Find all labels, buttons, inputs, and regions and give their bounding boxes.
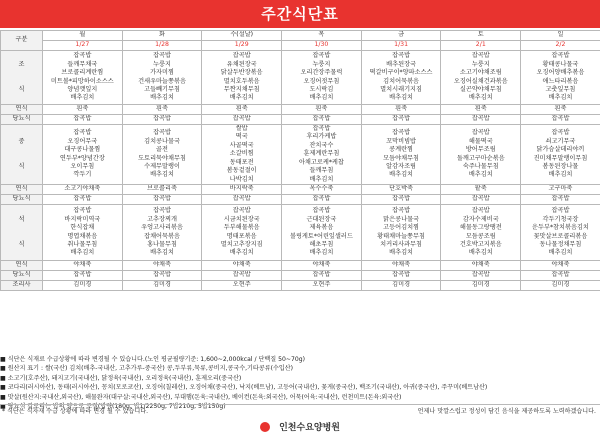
menu-item: 방어무조림 <box>465 146 496 154</box>
menu-item: 소갈비찜 <box>229 150 254 158</box>
menu-item: 닭가슴살데리야끼 <box>536 146 585 154</box>
breakfast-cell <box>122 51 202 105</box>
menu-item: 고등어김치찜 <box>383 224 420 232</box>
breakfast-cell <box>43 51 123 105</box>
day-header: 토 <box>441 31 521 41</box>
menu-item: 황태콩나물국 <box>542 60 579 68</box>
diabetic-cell: 잡곡밥 <box>361 271 441 281</box>
lunch-cell <box>361 125 441 185</box>
diabetic-cell: 잡곡밥 <box>521 195 600 205</box>
date-cell: 1/27 <box>43 41 123 51</box>
lunch-cell <box>202 125 282 185</box>
soft-diet-cell: 흰죽 <box>202 105 282 115</box>
menu-item: 잡곡밥 <box>312 125 331 133</box>
menu-item: 배추김치 <box>548 171 573 179</box>
note-line: ■ 맛살(원산지:국내산,외국산), 해물완자(대구살:국내산,외국산), 부대햄(돈육:국내산), 베이컨(돈육:외국산), 어묵(어육:국내산), 런천미트(돈육:외국산) <box>0 393 402 401</box>
menu-item: 후리가케밥 <box>306 133 337 141</box>
diabetic-label: 당뇨식 <box>1 115 43 125</box>
diabetic-cell: 잡곡밥 <box>202 271 282 281</box>
lunch-cell <box>521 125 600 185</box>
breakfast-cell <box>521 51 600 105</box>
cook-cell: 김미경 <box>521 281 600 291</box>
menu-item: 배추김치 <box>548 94 573 102</box>
diabetic-cell: 잡곡밥 <box>361 115 441 125</box>
menu-item: 진미채무말랭이무침 <box>533 154 588 162</box>
date-cell: 1/29 <box>202 41 282 51</box>
menu-item: 배추김치 <box>389 171 414 179</box>
breakfast-cell <box>441 51 521 105</box>
diabetic-label: 당뇨식 <box>1 195 43 205</box>
menu-item: 감자수제비국 <box>462 215 499 223</box>
greeting-text: 언제나 맛깔스럽고 정성이 담긴 음식을 제공하도록 노력하겠습니다. <box>417 408 596 415</box>
cook-cell: 오현주 <box>202 281 282 291</box>
menu-item: 누룽지 <box>471 60 490 68</box>
menu-item: 도토리묵야채무침 <box>138 154 186 162</box>
note-line: ■ 원산지 표기 : 쌀(국산) 김치(배추-국내산, 고추가루-중국산) 콩,두부류,묵류,콩비지,콩국수,기타콩류(수입산) <box>0 365 294 373</box>
menu-item: 배추김치 <box>150 171 174 179</box>
menu-item: 해물떡국 <box>468 137 493 145</box>
menu-item: 배추김치 <box>309 249 334 257</box>
lunch-cell <box>43 125 123 185</box>
menu-item: 우엉고사리볶음 <box>141 224 183 232</box>
date-cell: 1/31 <box>361 41 441 51</box>
bottom-line <box>0 404 600 414</box>
menu-item: 배추김치 <box>309 175 334 183</box>
soft-diet-label: 연식 <box>1 105 43 115</box>
lunch-label-char: 중 <box>18 138 25 146</box>
menu-item: 멸치호두볶음 <box>223 77 260 85</box>
menu-item: 오징어무국 <box>67 137 98 145</box>
soft-diet-cell: 흰죽 <box>361 105 441 115</box>
dinner-cell <box>122 205 202 261</box>
menu-item: 오리간장주물럭 <box>300 69 343 77</box>
diabetic-cell: 잡곡밥 <box>282 115 362 125</box>
menu-item: 김치어묵볶음 <box>383 77 420 85</box>
diabetic-cell: 잡곡밥 <box>202 195 282 205</box>
soft-diet-cell: 단호박죽 <box>361 185 441 195</box>
menu-item: 잡곡밥 <box>471 207 490 215</box>
cook-cell: 김미경 <box>361 281 441 291</box>
menu-item: 배추김치 <box>548 249 573 257</box>
soft-diet-cell: 옥수수죽 <box>282 185 362 195</box>
day-header: 일 <box>521 31 600 41</box>
menu-item: 떡갈비구이*양파소스스 <box>369 69 433 77</box>
menu-item: 잡채어묵볶음 <box>144 232 180 240</box>
menu-item: 미트볼*피망하이소스스 <box>50 77 114 85</box>
diabetic-cell: 잡곡밥 <box>282 271 362 281</box>
menu-item: 양념깻잎지 <box>67 85 98 93</box>
diabetic-cell: 잡곡밥 <box>521 271 600 281</box>
dinner-cell <box>43 205 123 261</box>
dinner-cell <box>521 205 600 261</box>
breakfast-label-char: 식 <box>18 85 25 93</box>
date-cell: 1/28 <box>122 41 202 51</box>
menu-item: 배추김치 <box>150 94 174 102</box>
menu-item: 동나물정채무침 <box>539 240 582 248</box>
menu-item: 배추된장국 <box>386 60 417 68</box>
dinner-cell <box>441 205 521 261</box>
dinner-label <box>1 205 43 261</box>
soft-diet-cell: 소고기야채죽 <box>43 185 123 195</box>
soft-diet-cell: 흰죽 <box>122 105 202 115</box>
menu-item: 모듬야채무침 <box>383 154 420 162</box>
cook-label: 조리사 <box>1 281 43 291</box>
menu-item: 깍두기 <box>73 171 92 179</box>
menu-item: 배추김치 <box>389 94 414 102</box>
diabetic-label: 당뇨식 <box>1 271 43 281</box>
diabetic-cell: 잡곡밥 <box>43 271 123 281</box>
menu-item: 잡곡밥 <box>232 52 251 60</box>
note-line: ■ 코다리(러시아산), 동태(러시아산), 꽁치(모로코산), 오징어(칠레산), 오징어채(중국산), 낙지(베트남), 고등어(국내산), 꽃게(중국산), 백조기(국내산), 아귀(중국산), 주꾸미(베트남산) <box>0 384 488 392</box>
menu-item: 멸치시래기지짐 <box>380 85 423 93</box>
cook-cell: 김미경 <box>122 281 202 291</box>
note-line: ■ 소고기(호주산), 돼지고기(국내산), 닭정육(국내산), 오리정육(국내산), 훈제오리(중국산) <box>0 374 242 382</box>
soft-diet-cell: 브로콜리죽 <box>122 185 202 195</box>
menu-item: 시금치된장국 <box>223 215 260 223</box>
menu-item: 잡곡밥 <box>551 207 570 215</box>
menu-item: 배추김치 <box>70 94 95 102</box>
soft-diet-cell: 야채죽 <box>521 261 600 271</box>
menu-item: 고춧잎무침 <box>545 85 576 93</box>
menu-item: 나박김치 <box>229 175 254 183</box>
soft-diet-cell: 흰죽 <box>441 105 521 115</box>
breakfast-label <box>1 51 43 105</box>
menu-item: 애느타리볶음 <box>542 77 579 85</box>
dinner-cell <box>361 205 441 261</box>
menu-item: 잡곡밥 <box>73 129 92 137</box>
dinner-label-char: 식 <box>18 240 25 248</box>
menu-item: 황태채마늘쫑무침 <box>377 232 425 240</box>
cook-cell: 오현주 <box>282 281 362 291</box>
weekly-menu-table <box>0 30 600 291</box>
menu-item: 배추김치 <box>70 249 95 257</box>
menu-item: 건호박고지볶음 <box>459 240 502 248</box>
diabetic-cell: 잡곡밥 <box>202 115 282 125</box>
lunch-label <box>1 125 43 185</box>
soft-diet-cell: 바지락죽 <box>202 185 282 195</box>
soft-diet-label: 연식 <box>1 185 43 195</box>
soft-diet-cell: 야채죽 <box>122 261 202 271</box>
menu-item: 훈제계란무침 <box>303 150 340 158</box>
menu-item: 오징어양배추볶음 <box>536 69 585 77</box>
diabetic-cell: 잡곡밥 <box>282 195 362 205</box>
menu-item: 아채고로케*케찹 <box>298 158 344 166</box>
menu-item: 잡곡밥 <box>392 129 411 137</box>
menu-item: 한식잡채 <box>70 224 95 232</box>
diabetic-cell: 잡곡밥 <box>122 195 202 205</box>
footer <box>0 416 600 434</box>
soft-diet-cell: 흰죽 <box>43 105 123 115</box>
menu-item: 잡곡밥 <box>551 52 570 60</box>
note-line: ■ 당뇨식 칼로리는 밥의 양으로 조절(밥량(180g, 밥1/2250g, 7밥210g, 5밥150g) <box>0 403 226 411</box>
menu-item: 볼링게토*어린잎샐러드 <box>289 232 353 240</box>
menu-item: 배추김치 <box>468 94 493 102</box>
lunch-cell <box>122 125 202 185</box>
diabetic-cell: 잡곡밥 <box>441 271 521 281</box>
diabetic-cell: 잡곡밥 <box>122 271 202 281</box>
menu-item: 김치콩나물국 <box>144 137 180 145</box>
menu-item: 가자미찜 <box>150 69 174 77</box>
menu-item: 맑은콩나물국 <box>383 215 420 223</box>
menu-item: 콩계란찜 <box>389 146 414 154</box>
soft-diet-cell: 흰죽 <box>282 105 362 115</box>
menu-item: 오징어젓무침 <box>303 77 340 85</box>
menu-item: 잡곡밥 <box>73 52 92 60</box>
menu-item: 잡곡밥 <box>471 129 490 137</box>
hospital-logo-icon <box>260 422 270 432</box>
menu-item: 누룽지 <box>153 60 171 68</box>
menu-item: 해초무침 <box>309 240 334 248</box>
menu-item: 홍나물무침 <box>147 240 177 248</box>
menu-item: 실곤약야채무침 <box>459 85 502 93</box>
soft-diet-cell: 팥죽 <box>441 185 521 195</box>
menu-item: 잡곡밥 <box>392 52 411 60</box>
menu-change-notice: * 식단은 식자재 수급 상황에 따라 변경 될 수 있습니다. <box>2 408 149 415</box>
menu-item: 잡곡밥 <box>392 207 411 215</box>
menu-item: 소고기야채조림 <box>459 69 502 77</box>
soft-diet-cell: 야채죽 <box>202 261 282 271</box>
menu-item: 돌깨고구마순볶음 <box>456 154 505 162</box>
diabetic-cell: 잡곡밥 <box>521 115 600 125</box>
menu-item: 배추김치 <box>229 249 254 257</box>
menu-item: 떡국 <box>235 133 248 141</box>
menu-item: 대구콩나물찜 <box>64 146 101 154</box>
menu-item: 치커리사과무침 <box>380 240 423 248</box>
day-header: 수(설날) <box>202 31 282 41</box>
menu-item: 쌀밥 <box>235 125 248 133</box>
menu-item: 유채된장국 <box>226 60 257 68</box>
menu-item: 꼬막비빔밥 <box>386 137 417 145</box>
soft-diet-cell: 야채죽 <box>43 261 123 271</box>
menu-item: 잡곡밥 <box>232 207 251 215</box>
menu-item: 골전 <box>156 146 169 154</box>
soft-diet-label: 연식 <box>1 261 43 271</box>
diabetic-cell: 잡곡밥 <box>361 195 441 205</box>
menu-item: 숙주나물무침 <box>462 162 499 170</box>
cook-cell: 김미경 <box>441 281 521 291</box>
dinner-cell <box>282 205 362 261</box>
soft-diet-cell: 야채죽 <box>282 261 362 271</box>
menu-item: 잡곡밥 <box>551 129 570 137</box>
menu-item: 모듬콩조림 <box>465 232 496 240</box>
date-cell: 2/1 <box>441 41 521 51</box>
menu-item: 닭살두반장볶음 <box>220 69 263 77</box>
menu-item: 사골떡국 <box>229 141 254 149</box>
menu-item: 봄동겉절이 <box>226 167 257 175</box>
menu-item: 배추김치 <box>389 249 414 257</box>
menu-item: 꽃맛살브로콜리볶음 <box>533 232 588 240</box>
day-header: 목 <box>282 31 362 41</box>
menu-item: 고추장찌개 <box>147 215 177 223</box>
menu-item: 오이무침 <box>70 162 95 170</box>
menu-item: 근대된장국 <box>306 215 337 223</box>
diabetic-cell: 잡곡밥 <box>122 115 202 125</box>
menu-item: 배추김치 <box>150 249 174 257</box>
menu-item: 두부해물볶음 <box>223 224 260 232</box>
hospital-name: 인천수요양병원 <box>279 423 340 433</box>
menu-item: 쇠고기무국 <box>545 137 576 145</box>
menu-item: 잡곡밥 <box>153 207 171 215</box>
menu-item: 배추김치 <box>468 249 493 257</box>
breakfast-cell <box>202 51 282 105</box>
diabetic-cell: 잡곡밥 <box>43 115 123 125</box>
menu-item: 잡곡밥 <box>312 207 331 215</box>
menu-item: 취나물무침 <box>67 240 98 248</box>
menu-item: 브로콜리계란찜 <box>61 69 104 77</box>
day-header: 화 <box>122 31 202 41</box>
menu-item: 연두부*양념간장 <box>59 154 105 162</box>
menu-item: 누룽지 <box>312 60 331 68</box>
menu-item: 각두기청국장 <box>542 215 579 223</box>
menu-item: 들깨무채국 <box>67 60 98 68</box>
soft-diet-cell: 야채죽 <box>441 261 521 271</box>
menu-item: 잡곡밥 <box>153 52 171 60</box>
menu-item: 오징어실채건과볶음 <box>453 77 508 85</box>
day-header: 월 <box>43 31 123 41</box>
note-line: ■ 식단은 식재료 수급상황에 따라 변경될 수 있습니다.(노인 평균필량기준: 1,600~2,000kcal / 단백질 50~70g) <box>0 356 305 363</box>
menu-item: 봄동된장나물 <box>542 162 579 170</box>
menu-item: 배추김치 <box>468 171 493 179</box>
cook-cell: 김미경 <box>43 281 123 291</box>
menu-item: 배추김치 <box>229 94 254 102</box>
breakfast-label-char: 조 <box>18 61 25 69</box>
date-cell: 2/2 <box>521 41 600 51</box>
menu-item: 동태포전 <box>229 158 254 166</box>
soft-diet-cell: 고구마죽 <box>521 185 600 195</box>
breakfast-cell <box>282 51 362 105</box>
menu-item: 수제무말랭이 <box>144 162 180 170</box>
breakfast-cell <box>361 51 441 105</box>
menu-item: 도시락김 <box>309 85 334 93</box>
lunch-cell <box>441 125 521 185</box>
soft-diet-cell: 흰죽 <box>521 105 600 115</box>
soft-diet-cell: 야채죽 <box>361 261 441 271</box>
diabetic-cell: 잡곡밥 <box>441 195 521 205</box>
menu-item: 명엽채볶음 <box>67 232 98 240</box>
menu-item: 고들빼기무침 <box>144 85 180 93</box>
menu-item: 바지락미역국 <box>64 215 101 223</box>
menu-item: 잔치국수 <box>309 141 334 149</box>
lunch-label-char: 식 <box>18 162 25 170</box>
date-cell: 1/30 <box>282 41 362 51</box>
diabetic-cell: 잡곡밥 <box>43 195 123 205</box>
menu-item: 명태포볶음 <box>226 232 257 240</box>
menu-item: 멸치고추장지짐 <box>220 240 263 248</box>
day-header: 금 <box>361 31 441 41</box>
menu-item: 건새우마늘쫑볶음 <box>138 77 186 85</box>
menu-item: 잡곡밥 <box>312 52 331 60</box>
menu-item: 제육볶음 <box>309 224 334 232</box>
page-title: 주간식단표 <box>0 0 600 28</box>
menu-item: 들깨무침 <box>309 167 334 175</box>
menu-item: 운두부*참치볶음김치 <box>532 224 589 232</box>
notes-section <box>0 355 600 411</box>
header-label: 구분 <box>1 31 43 51</box>
menu-item: 잡곡밥 <box>153 129 171 137</box>
diabetic-cell: 잡곡밥 <box>441 115 521 125</box>
menu-item: 해물동그랑땡전 <box>459 224 502 232</box>
menu-item: 잡곡밥 <box>73 207 92 215</box>
menu-item: 배추김치 <box>309 94 334 102</box>
menu-item: 알감자조림 <box>386 162 417 170</box>
menu-item: 무짠지채무침 <box>223 85 260 93</box>
menu-item: 잡곡밥 <box>471 52 490 60</box>
dinner-cell <box>202 205 282 261</box>
lunch-cell <box>282 125 362 185</box>
dinner-label-char: 석 <box>18 216 25 224</box>
